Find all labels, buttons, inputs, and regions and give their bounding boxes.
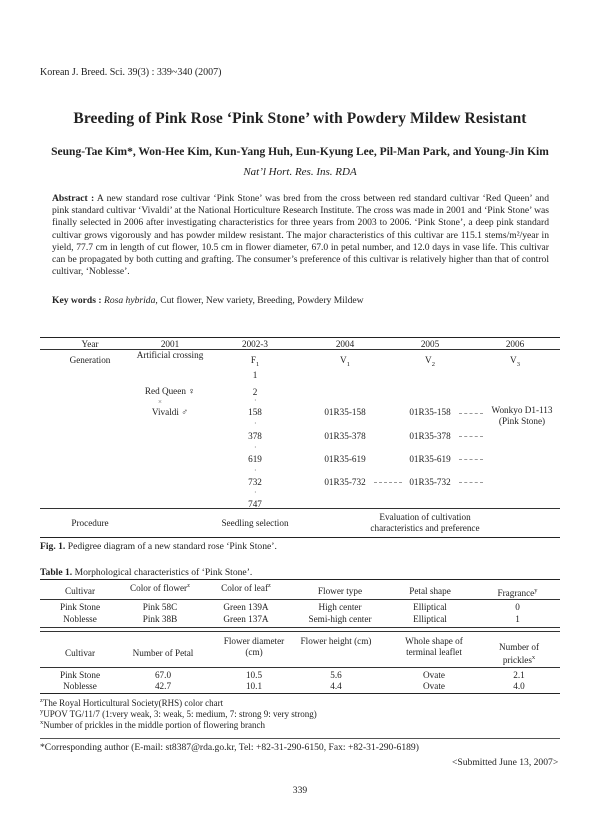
gen-2001: Artificial crossing [136,350,204,360]
table-bottom-rule [40,693,560,694]
table-caption: Table 1. Morphological characteristics of ‘Pink Stone’. [40,567,253,578]
table-header-rule [40,667,560,668]
gen-2005: $V_2$ [425,355,435,368]
year-2004: 2004 [335,339,355,349]
header-flower-height: Flower height (cm) [300,636,372,646]
submission-date: <Submitted June 13, 2007> [452,757,559,768]
page-number: 339 [292,785,308,796]
header-petal-number: Number of Petal [132,648,194,658]
corresponding-author: *Corresponding author (E-mail: st8387@rda.go.kr, Tel: +82-31-290-6150, Fax: +82-31-290-6189) [40,742,419,753]
procedure-seedling: Seedling selection [221,518,289,528]
final-cultivar: Wonkyo D1-113 (Pink Stone) [491,405,553,426]
seedling-378: 378 [248,431,262,441]
figure-caption: Fig. 1. Pedigree diagram of a new standard rose ‘Pink Stone’. [40,541,277,552]
gen-2004: $V_1$ [340,355,350,368]
line-2005-158: 01R35-158 [409,407,451,417]
parent-female: Red Queen ♀ [144,386,196,396]
seedling-732: 732 [248,477,262,487]
line-2004-158: 01R35-158 [324,407,366,417]
header-leaflet-shape: Whole shape of terminal leaflet [405,636,463,657]
keywords [52,295,364,306]
seedling-ellipsis: · [254,488,257,497]
header-prickles: Number of prickles$^x$ [498,642,540,665]
fig-top-rule [40,337,560,338]
seedling-747: 747 [248,499,262,509]
table-top-rule [40,579,560,580]
year-2001: 2001 [160,339,180,349]
line-2004-732: 01R35-732 [324,477,366,487]
author-list: Seung-Tae Kim*, Won-Hee Kim, Kun-Yang Huh, Eun-Kyung Lee, Pil-Man Park, and Young-Jin Kim [51,146,549,158]
affiliation: Nat’l Hort. Res. Ins. RDA [243,166,357,178]
abstract-label: Abstract : [52,193,95,204]
procedure-evaluation: Evaluation of cultivation characteristics and preference [370,512,480,533]
line-2005-732: 01R35-732 [409,477,451,487]
year-2005: 2005 [420,339,440,349]
header-fragrance: Fragrance$^y$ [497,587,538,599]
seedling-2: 2 [252,387,258,397]
header-flower-color: Color of flower$^z$ [129,582,191,594]
header-flower-type: Flower type [317,586,363,596]
table-footnote: $^z$The Royal Horticultural Society(RHS) color chart [40,697,224,708]
line-2005-619: 01R35-619 [409,454,451,464]
table-mid-rule [40,631,560,632]
procedure-label: Procedure [71,518,109,528]
seedling-158: 158 [248,407,262,417]
generation-label: Generation [69,355,111,365]
year-header: Year [81,339,99,349]
paper-title: Breeding of Pink Rose ‘Pink Stone’ with Powdery Mildew Resistant [73,110,527,127]
keywords-species: Rosa hybrida [103,295,156,306]
cross-mark: × [158,398,162,406]
abstract-text: A new standard rose cultivar ‘Pink Stone’ was bred from the cross between red standard cultivar ‘Red Queen’ and pink standard cultivar ‘Vivaldi’ at the National Horticulture Research Institute. The cross was made in 2001 and ‘Pink Stone’ was finally selected in 2006 after investigating characteristics for three years from 2003 to 2006. ‘Pink Stone’, a deep pink standard cultivar grows vigorously and has powder mildew resistant. The major characteristics of this cultivar are 115.1 stems/m²/year in yield, 77.7 cm in length of cut flower, 10.5 cm in flower diameter, 67.0 in petal number, and 12.0 days in vase life. This cultivar can be propagated by both cutting and grafting. The consumer’s preference of this cultivar is relatively higher than that of control cultivar, ‘Noblesse’. [52,193,549,278]
seedling-1: 1 [252,370,258,380]
header-flower-diameter: Flower diameter (cm) [223,636,285,657]
journal-citation: Korean J. Breed. Sci. 39(3) : 339~340 (2007) [40,67,222,78]
year-2002-3: 2002-3 [241,339,269,349]
gen-2006: $V_3$ [510,355,520,368]
keywords-rest: , Cut flower, New variety, Breeding, Powdery Mildew [155,295,364,306]
table-header-rule [40,599,560,600]
footnote-rule [40,738,560,739]
table-mid-rule [40,627,560,628]
year-2006: 2006 [505,339,525,349]
seedling-ellipsis: · [254,419,257,428]
line-2005-378: 01R35-378 [409,431,451,441]
header-cultivar: Cultivar [64,586,96,596]
fig-procedure-rule [40,508,560,509]
header-cultivar: Cultivar [64,648,96,658]
parent-male: Vivaldi ♂ [151,407,189,417]
table-footnote: $^x$Number of prickles in the middle portion of flowering branch [40,719,265,730]
line-2004-619: 01R35-619 [324,454,366,464]
header-leaf-color: Color of leaf$^z$ [221,582,271,594]
header-petal-shape: Petal shape [409,586,451,596]
seedling-ellipsis: · [254,443,257,452]
abstract [52,193,549,278]
seedling-ellipsis: · [254,396,257,405]
seedling-ellipsis: · [254,466,257,475]
fig-bottom-rule [40,537,560,538]
gen-2002-3: $F_1$ [250,355,260,368]
line-2004-378: 01R35-378 [324,431,366,441]
seedling-619: 619 [248,454,262,464]
keywords-label: Key words : [52,295,102,306]
table-footnote: $^y$UPOV TG/11/7 (1:very weak, 3: weak, 5: medium, 7: strong 9: very strong) [40,708,317,719]
